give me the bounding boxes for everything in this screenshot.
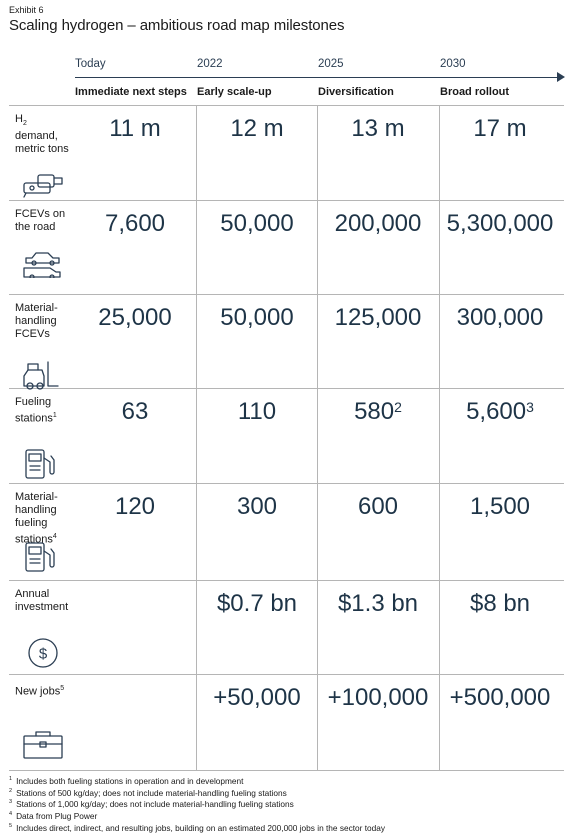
value-text: 600 [357,493,399,520]
row-label-line: the road [15,221,56,233]
row-separator [9,388,564,389]
value-text: 12 m [230,115,284,142]
value-cell [75,398,195,426]
value-text: 200,000 [334,210,422,237]
row-label-line: FCEVs on [15,208,66,220]
value-cell [440,493,560,521]
fuel-pump-icon [20,539,66,573]
value-text: 50,000 [220,210,294,237]
value-cell [318,115,438,143]
footnote-ref: 3 [526,399,534,415]
column-separator [317,105,318,770]
value-text: 1,500 [469,493,531,520]
row-label [15,302,58,341]
row-separator [9,580,564,581]
row-label [15,208,65,234]
value-text: 5,300,000 [446,210,554,237]
value-text: $0.7 bn [216,590,298,617]
value-text: 125,000 [334,304,422,331]
row-label [15,396,57,426]
value-cell [197,210,317,238]
footnote-number: 5 [9,822,13,829]
row-separator [9,483,564,484]
phase-label: Early scale-up [197,86,272,98]
value-cell [75,304,195,332]
footnotes [9,775,385,833]
timeline-arrow-icon [557,72,565,82]
value-text: 63 [121,398,149,425]
value-text: +100,000 [327,684,429,711]
value-text: +50,000 [213,684,301,711]
row-label-line: New jobs$^5$ [15,685,65,698]
footnote-ref: 2 [394,399,402,415]
footnote-text: Data from Plug Power [16,810,98,821]
value-cell [440,684,560,712]
value-text: 11 m [109,115,161,142]
row-separator [9,770,564,771]
row-label-line: metric tons [15,143,69,156]
column-separator [196,105,197,770]
value-text: 13 m [351,115,405,142]
value-cell [197,684,317,712]
row-separator [9,294,564,295]
row-label-line: Material- [15,491,58,503]
footnote-text: Includes both fueling stations in operation and in development [16,775,244,786]
value-cell [197,493,317,521]
value-cell [440,115,560,143]
value-cell [197,304,317,332]
value-text: 25,000 [98,304,172,331]
row-label [15,682,64,699]
value-text: 300 [236,493,278,520]
row-label-line: Material- [15,302,58,314]
timeline-year: Today [75,58,106,70]
value-cell [440,304,560,332]
footnote-number: 2 [9,787,13,794]
row-label-line: investment [15,601,69,613]
phase-label: Broad rollout [440,86,510,98]
value-text: 50,000 [220,304,294,331]
exhibit-label: Exhibit 6 [9,5,44,15]
column-separator [439,105,440,770]
row-label-line: Fueling [15,396,52,408]
row-label [15,113,69,156]
value-cell [318,590,438,618]
value-text: 300,000 [456,304,544,331]
value-text: $1.3 bn [337,590,419,617]
row-label-line: FCEVs [15,328,50,340]
value-cell [440,398,560,426]
value-cell [75,210,195,238]
footnote [9,810,385,822]
value-cell [318,210,438,238]
row-label-line: stations$^4$ [15,533,57,546]
row-label-line: stations$^1$ [15,412,57,425]
phase-label: Immediate next steps [75,86,187,98]
fuel-pump-icon [20,446,66,480]
footnote [9,775,385,787]
value-text: 7,600 [104,210,166,237]
row-label-line: handling [15,315,57,327]
value-cell [197,590,317,618]
forklift-icon [20,356,66,390]
footnote-number: 4 [9,811,13,818]
value-cell [440,590,560,618]
value-cell [75,493,195,521]
row-label-line: Annual [15,588,50,600]
timeline-year: 2030 [440,58,466,70]
value-text: 120 [114,493,156,520]
timeline-year: 2022 [197,58,223,70]
value-text: 5,600 [466,398,527,425]
footnote [9,787,385,799]
footnote-text: Stations of 500 kg/day; does not include material-handling fueling stations [16,787,287,798]
fuel-nozzle-icon [20,169,66,203]
row-label-line: demand, [15,130,58,143]
value-cell [75,115,195,143]
row-label [15,588,68,614]
value-text: 110 [237,398,277,425]
footnote-text: Includes direct, indirect, and resulting jobs, building on an estimated 200,000 jobs in the sector today [16,822,386,833]
footnote [9,822,385,834]
value-text: 580 [354,398,395,425]
value-text: 17 m [473,115,527,142]
value-cell [318,684,438,712]
car-and-van-icon [20,244,66,278]
row-separator [9,200,564,201]
chart-title: Scaling hydrogen – ambitious road map milestones [9,17,345,34]
footnote-number: 3 [9,799,13,806]
footnote-text: Stations of 1,000 kg/day; does not include material-handling fueling stations [16,799,294,810]
value-cell [318,398,438,426]
row-label-line: fueling [15,517,48,529]
value-cell [440,210,560,238]
phase-label: Diversification [318,86,394,98]
row-separator [9,674,564,675]
value-cell [197,398,317,426]
value-text: $8 bn [469,590,531,617]
row-separator [9,105,564,106]
briefcase-icon [20,726,66,760]
footnote [9,798,385,810]
row-label-line: $H_2$ [15,113,27,128]
timeline-year: 2025 [318,58,344,70]
value-cell [197,115,317,143]
value-cell [318,493,438,521]
dollar-icon [20,636,66,670]
timeline-header [75,58,565,102]
svg-text:$: $ [38,645,48,663]
value-text: +500,000 [449,684,551,711]
footnote-number: 1 [9,776,13,782]
timeline-line [75,77,561,78]
row-label-line: handling [15,504,57,516]
value-cell [318,304,438,332]
